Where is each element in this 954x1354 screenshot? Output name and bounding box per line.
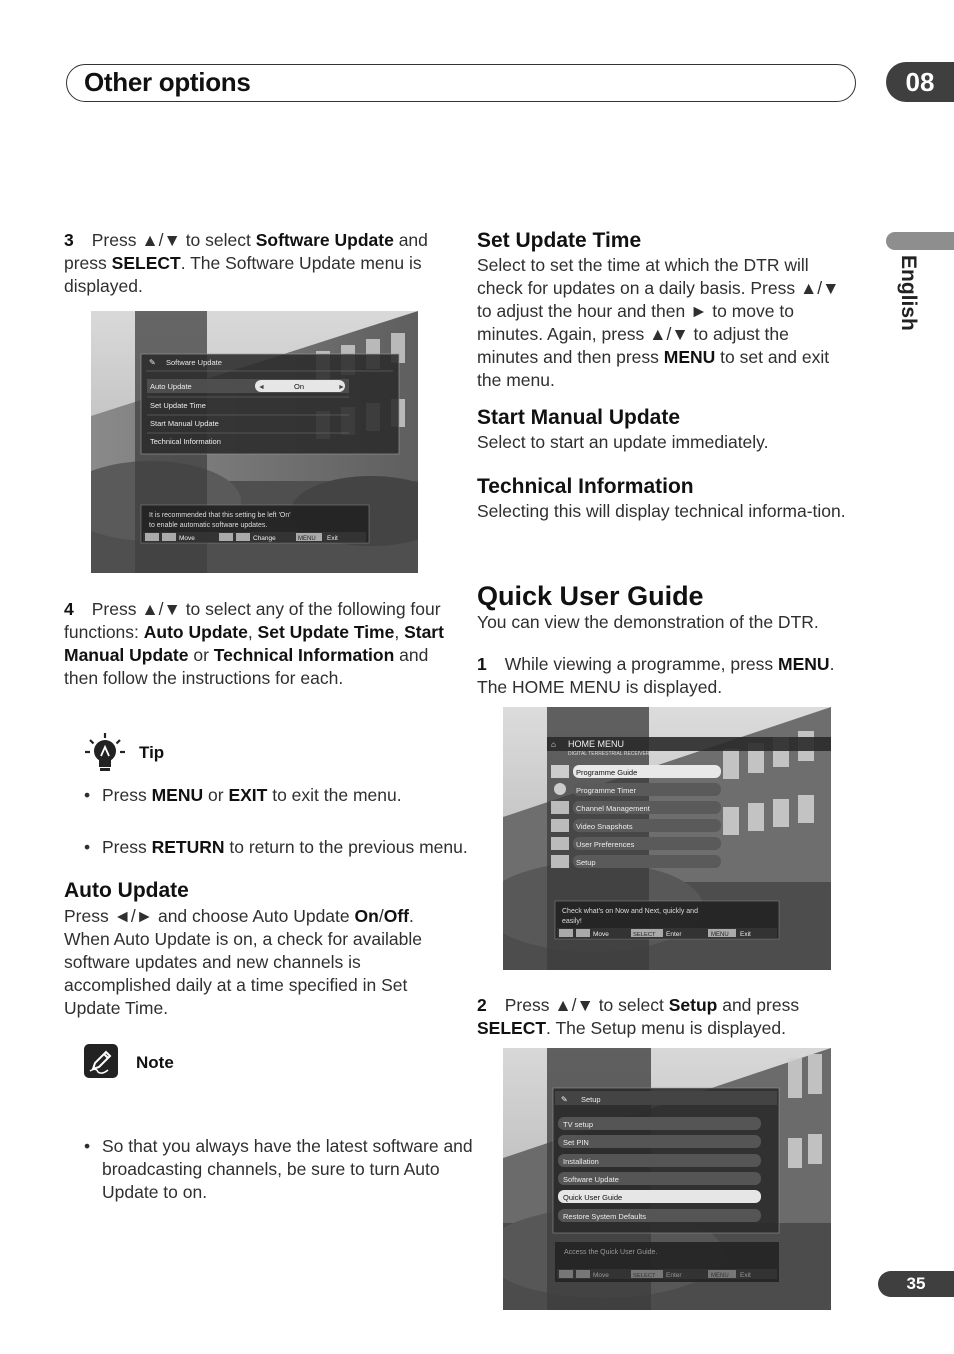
svg-text:Setup: Setup: [576, 858, 596, 867]
svg-text:HOME MENU: HOME MENU: [568, 739, 624, 749]
svg-text:Installation: Installation: [563, 1157, 599, 1166]
svg-text:Software Update: Software Update: [563, 1175, 619, 1184]
tip-bullet-1: • Press MENU or EXIT to exit the menu.: [64, 784, 484, 807]
svg-text:Start Manual Update: Start Manual Update: [150, 419, 219, 428]
quick-user-guide-intro: You can view the demonstration of the DTR.: [477, 612, 819, 632]
svg-text:Exit: Exit: [740, 931, 751, 938]
page-number: 35: [878, 1271, 954, 1297]
language-tab: [890, 255, 950, 345]
start-manual-update-text: Select to start an update immediately.: [477, 432, 769, 452]
svg-text:Quick User Guide: Quick User Guide: [563, 1193, 623, 1202]
screen-title: Software Update: [166, 358, 222, 367]
note-label: Note: [136, 1053, 174, 1072]
svg-text:User Preferences: User Preferences: [576, 840, 635, 849]
svg-text:easily!: easily!: [562, 918, 582, 925]
software-update-screenshot: [91, 311, 418, 573]
technical-information-text: Selecting this will display technical informa-tion.: [477, 501, 846, 521]
svg-text:MENU: MENU: [711, 932, 729, 938]
svg-text:Enter: Enter: [666, 1272, 682, 1279]
svg-text:Set Update Time: Set Update Time: [150, 401, 206, 410]
svg-text:Change: Change: [253, 535, 276, 542]
home-menu-screenshot: [503, 707, 831, 970]
svg-text:✎: ✎: [561, 1095, 568, 1104]
note-pencil-icon: [84, 1044, 118, 1078]
svg-text:⌂: ⌂: [551, 740, 556, 749]
language-tab-marker: [886, 232, 954, 250]
step-4: 4 Press ▲/▼ to select any of the following four functions: Auto Update, Set Update Time, Start Manual Update or Technical Information and then follow the instructions for each.: [64, 599, 444, 688]
svg-text:Auto Update: Auto Update: [150, 382, 192, 391]
svg-text:It is recommended that this se: It is recommended that this setting be left 'On': [149, 512, 291, 519]
svg-text:Video Snapshots: Video Snapshots: [576, 822, 633, 831]
step-1: 1 While viewing a programme, press MENU. The HOME MENU is displayed.: [477, 654, 835, 697]
technical-information-heading: Technical Information: [477, 475, 694, 498]
svg-text:TV setup: TV setup: [563, 1120, 594, 1129]
step-number: 4: [64, 599, 74, 619]
quick-user-guide-heading: Quick User Guide: [477, 581, 704, 611]
svg-text:Move: Move: [593, 1272, 609, 1279]
auto-update-text: Press ◄/► and choose Auto Update On/Off. When Auto Update is on, a check for available software updates and new channels is accomplished daily at a time specified in Set Update Time.: [64, 906, 422, 1018]
svg-text:Setup: Setup: [581, 1095, 601, 1104]
svg-text:Programme Guide: Programme Guide: [576, 768, 638, 777]
svg-text:Move: Move: [593, 931, 609, 938]
step-2: 2 Press ▲/▼ to select Setup and press SELECT. The Setup menu is displayed.: [477, 995, 800, 1038]
set-update-time-text: Select to set the time at which the DTR will check for updates on a daily basis. Press ▲/▼ to adjust the hour and then ► to move to minutes. Again, press ▲/▼ to adjust the minutes and then press MENU to set and exit the menu.: [477, 255, 840, 390]
svg-text:SELECT: SELECT: [633, 1273, 656, 1279]
svg-text:Restore System Defaults: Restore System Defaults: [563, 1212, 646, 1221]
svg-text:MENU: MENU: [298, 536, 316, 542]
svg-text:Enter: Enter: [666, 931, 682, 938]
auto-update-heading: Auto Update: [64, 879, 189, 902]
svg-text:Move: Move: [179, 535, 195, 542]
svg-text:MENU: MENU: [711, 1273, 729, 1279]
svg-text:SELECT: SELECT: [633, 932, 656, 938]
svg-text:Access the Quick User Guide.: Access the Quick User Guide.: [564, 1249, 658, 1256]
setup-screenshot: [503, 1048, 831, 1310]
svg-text:►: ►: [338, 384, 345, 391]
svg-text:◄: ◄: [258, 384, 265, 391]
svg-text:Technical Information: Technical Information: [150, 437, 221, 446]
svg-text:Programme Timer: Programme Timer: [576, 786, 637, 795]
note-bullet: • So that you always have the latest software and broadcasting channels, be sure to turn Auto Update to on.: [64, 1135, 484, 1204]
tip-label: Tip: [139, 743, 165, 762]
svg-text:On: On: [294, 382, 305, 391]
step-3: 3 Press ▲/▼ to select Software Update and press SELECT. The Software Update menu is displayed.: [64, 230, 428, 296]
svg-text:✎: ✎: [149, 358, 156, 367]
start-manual-update-heading: Start Manual Update: [477, 406, 681, 429]
svg-text:to enable automatic software u: to enable automatic software updates.: [149, 522, 268, 529]
svg-text:Exit: Exit: [327, 535, 338, 542]
lightbulb-icon: [84, 732, 126, 774]
page-title: Other options: [84, 67, 251, 97]
svg-text:Channel Management: Channel Management: [576, 804, 650, 813]
step-number: 3: [64, 230, 74, 250]
svg-text:Set PIN: Set PIN: [563, 1138, 589, 1147]
svg-text:DIGITAL TERRESTRIAL RECEIVER: DIGITAL TERRESTRIAL RECEIVER: [568, 751, 650, 757]
language-label: English: [897, 255, 920, 331]
chapter-badge: 08: [886, 62, 954, 102]
svg-text:Exit: Exit: [740, 1272, 751, 1279]
set-update-time-heading: Set Update Time: [477, 229, 642, 252]
svg-text:Check what's on Now and Next,: Check what's on Now and Next, quickly and: [562, 908, 698, 915]
tip-bullet-2: • Press RETURN to return to the previous menu.: [64, 836, 484, 859]
